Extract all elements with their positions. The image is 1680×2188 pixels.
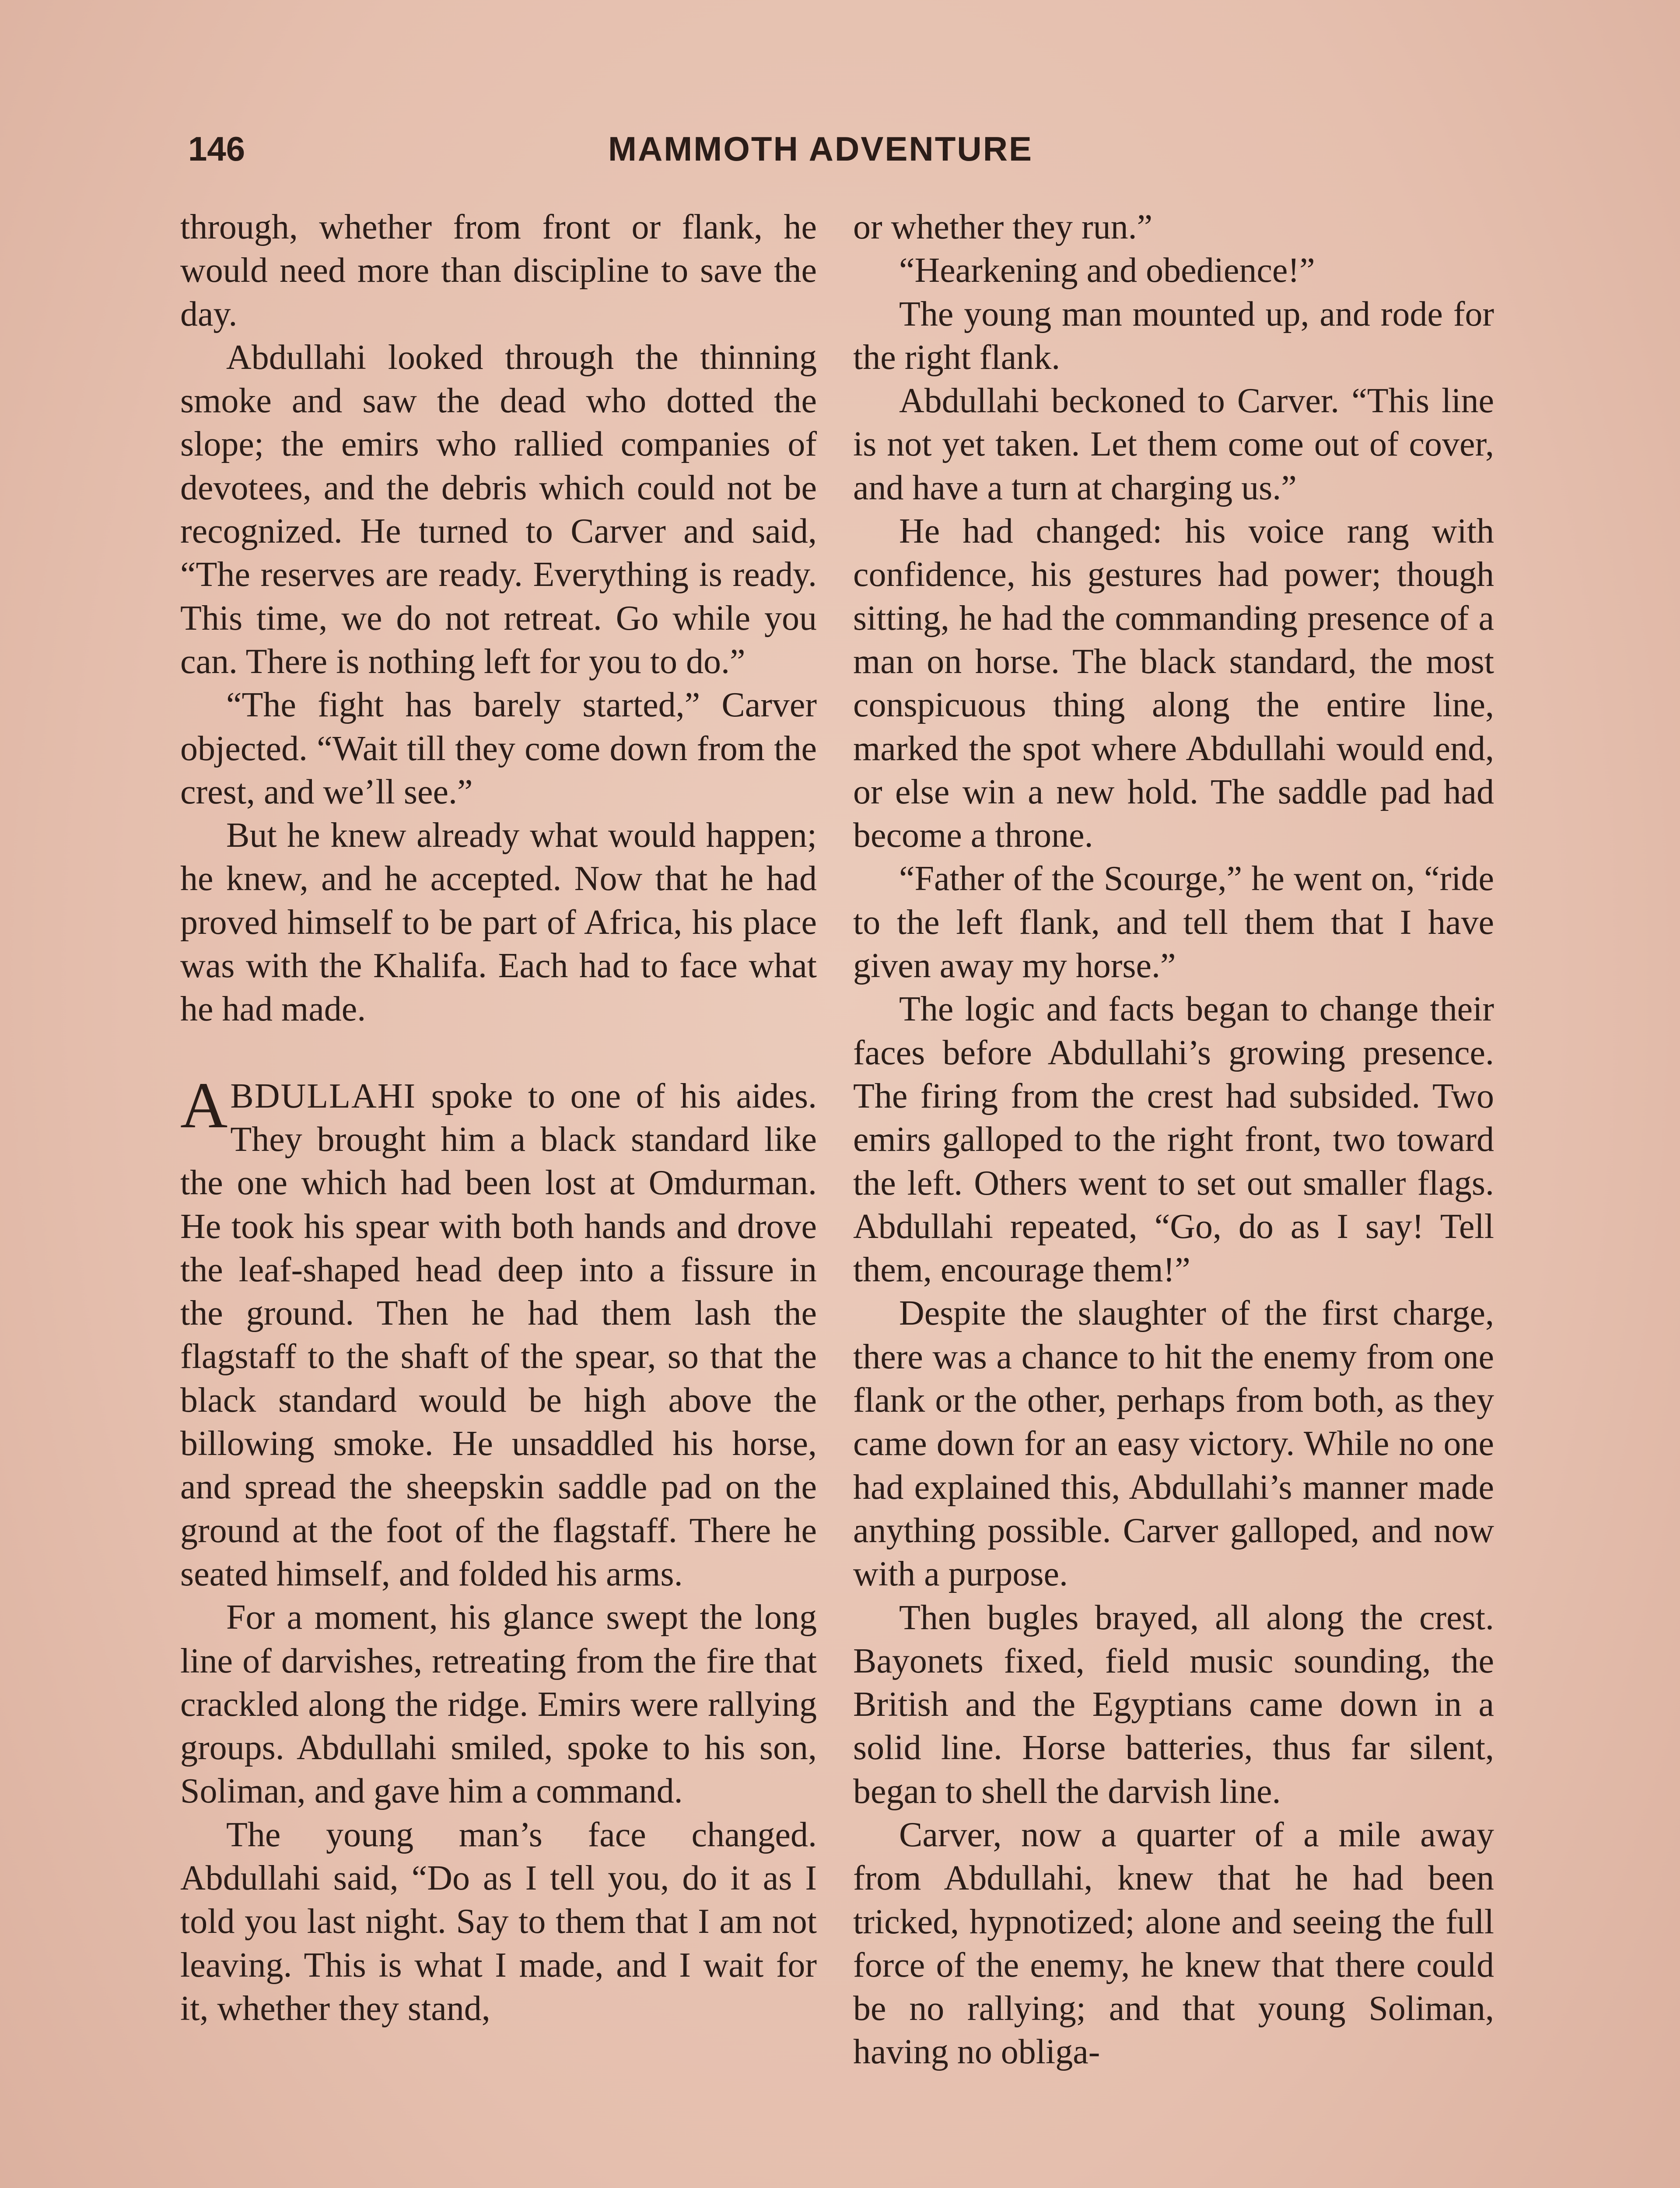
paragraph-text: spoke to one of his aides. They brought him a black standard like the one which had been lost at Omdurman. He took his spear with both hands and drove the leaf-shaped head deep into a fissure in the ground. Then he had them lash the flagstaff to the shaft of the spear, so that the black standard would be high above the billowing smoke. He unsaddled his horse, and spread the sheepskin saddle pad on the ground at the foot of the flagstaff. There he seated himself, and folded his arms. — [180, 1076, 817, 1593]
paragraph: He had changed: his voice rang with confidence, his gestures had power; though sitting, he had the commanding presence of a man on horse. The black standard, the most conspicuous thing along the entire line, marked the spot where Abdullahi would end, or else win a new hold. The saddle pad had become a throne. — [853, 512, 1494, 855]
page-header — [188, 125, 1501, 173]
paragraph: But he knew already what would happen; he knew, and he accepted. Now that he had proved himself to be part of Africa, his place was with the Khalifa. Each had to face what he had made. — [180, 816, 817, 1029]
section-start-paragraph — [180, 1069, 817, 1596]
paragraph: through, whether from front or flank, he would need more than discipline to save the day. — [180, 208, 817, 333]
drop-cap: A — [180, 1069, 228, 1142]
paragraph: The young man’s face changed. Abdullahi said, “Do as I tell you, do it as I told you last night. Say to them that I am not leaving. This is what I made, and I wait for it, whether they stand, — [180, 1815, 817, 2028]
paragraph: Despite the slaughter of the first charge, there was a chance to hit the enemy from one flank or the other, perhaps from both, as they came down for an easy victory. While no one had explained this, Abdullahi’s manner made anything possible. Carver galloped, and now with a purpose. — [853, 1294, 1494, 1594]
paragraph: or whether they run.” — [853, 208, 1153, 246]
paragraph: “Father of the Scourge,” he went on, “ride to the left flank, and tell them that I have given away my horse.” — [853, 859, 1494, 985]
paragraph: Abdullahi beckoned to Carver. “This line is not yet taken. Let them come out of cover, and have a turn at charging us.” — [853, 382, 1494, 507]
paragraph: For a moment, his glance swept the long line of darvishes, retreating from the fire that crackled along the ridge. Emirs were rallying groups. Abdullahi smiled, spoke to his son, Soliman, and gave him a command. — [180, 1598, 817, 1811]
paragraph: The young man mounted up, and rode for the right flank. — [853, 295, 1494, 377]
paragraph: Then bugles brayed, all along the crest. Bayonets fixed, field music sounding, the British and the Egyptians came down in a solid line. Horse batteries, thus far silent, began to shell the darvish line. — [853, 1598, 1494, 1811]
paragraph: “Hearkening and obedience!” — [899, 251, 1315, 290]
page-number: 146 — [188, 130, 245, 168]
paragraph: Carver, now a quarter of a mile away from Abdullahi, knew that he had been tricked, hypnotized; alone and seeing the full force of the enemy, he knew that there could be no rallying; and that young Soliman, having no obliga- — [853, 1815, 1494, 2072]
paragraph: “The fight has barely started,” Carver objected. “Wait till they come down from the crest, and we’ll see.” — [180, 686, 817, 811]
right-column — [853, 206, 1494, 2074]
paragraph: The logic and facts began to change their faces before Abdullahi’s growing presence. The firing from the crest had subsided. Two emirs galloped to the right front, two toward the left. Others went to set out smaller flags. Abdullahi repeated, “Go, do as I say! Tell them, encourage them!” — [853, 990, 1494, 1290]
paragraph: Abdullahi looked through the thinning smoke and saw the dead who dotted the slope; the emirs who rallied companies of devotees, and the debris which could not be recognized. He turned to Carver and said, “The reserves are ready. Everything is ready. This time, we do not retreat. Go while you can. There is nothing left for you to do.” — [180, 338, 817, 681]
running-head: MAMMOTH ADVENTURE — [608, 130, 1033, 168]
small-caps-word: BDULLAHI — [230, 1076, 416, 1115]
left-column — [180, 206, 817, 2030]
